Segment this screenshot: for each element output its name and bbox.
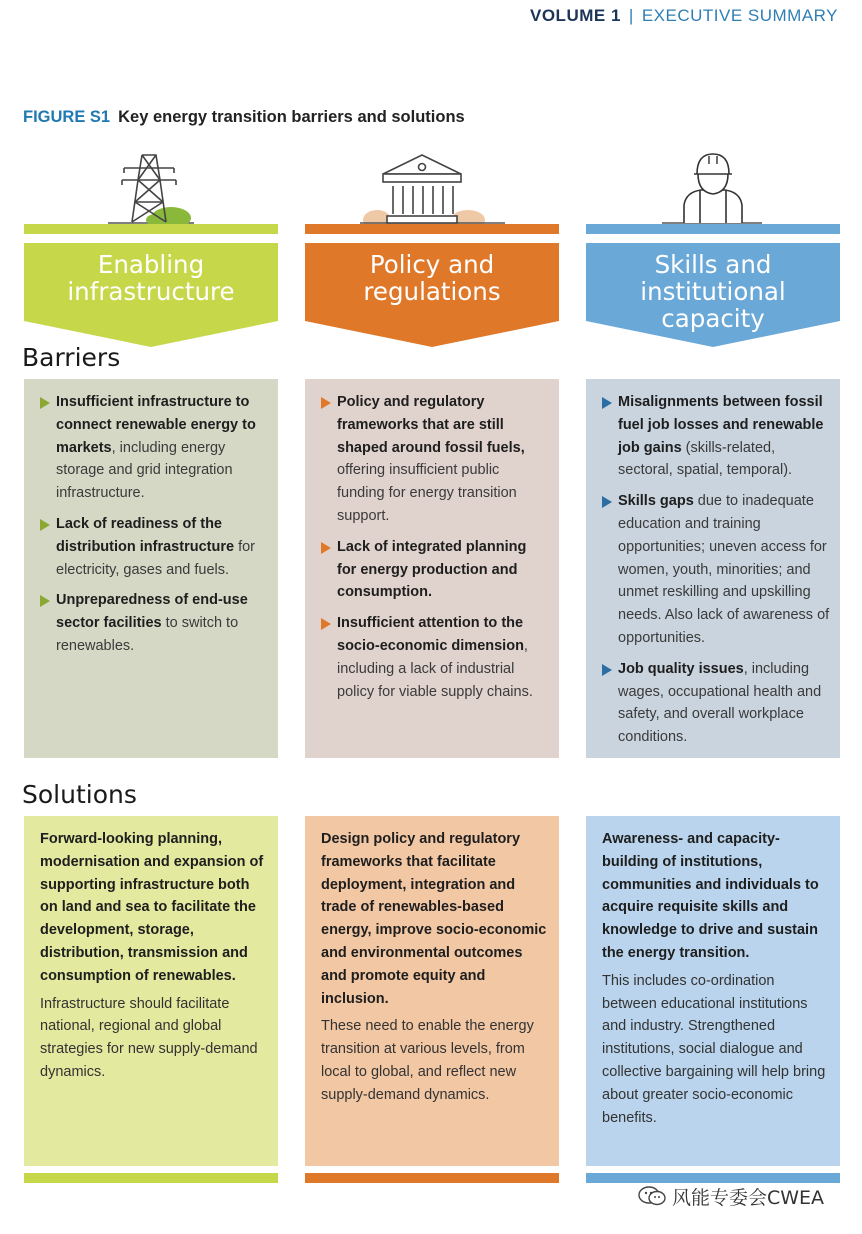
barriers-panel-skills — [586, 379, 840, 758]
barrier-item: Misalignments between fossil fuel job losses and renewable job gains (skills-related, sectoral, spatial, temporal). — [602, 391, 830, 482]
government-building-icon — [305, 150, 559, 226]
banner-policy-regulations — [305, 243, 559, 347]
barrier-item: Policy and regulatory frameworks that are still shaped around fossil fuels, offering insufficient public funding for energy transition support. — [321, 391, 549, 528]
triangle-bullet-icon — [40, 397, 50, 409]
watermark — [638, 1183, 824, 1212]
solution-text: Infrastructure should facilitate national, regional and global strategies for new supply-demand dynamics. — [40, 995, 258, 1080]
green-top-bar — [24, 224, 278, 234]
triangle-bullet-icon — [40, 519, 50, 531]
barriers-panel-infrastructure — [24, 379, 278, 758]
solutions-panel-infrastructure — [24, 816, 278, 1166]
triangle-bullet-icon — [602, 397, 612, 409]
barriers-heading: Barriers — [22, 343, 121, 372]
figure-caption — [23, 108, 465, 127]
page-header — [530, 6, 838, 26]
section-label: EXECUTIVE SUMMARY — [641, 6, 838, 25]
barrier-item: Insufficient attention to the socio-economic dimension, including a lack of industrial policy for viable supply chains. — [321, 612, 549, 703]
triangle-bullet-icon — [321, 542, 331, 554]
banner-skills-capacity — [586, 243, 840, 347]
barrier-item: Unpreparedness of end-use sector facilities to switch to renewables. — [40, 589, 268, 657]
triangle-bullet-icon — [40, 595, 50, 607]
orange-top-bar — [305, 224, 559, 234]
barrier-item: Lack of integrated planning for energy production and consumption. — [321, 536, 549, 604]
chat-bubble-icon — [638, 1185, 666, 1212]
figure-label: FIGURE S1 — [23, 108, 111, 126]
triangle-bullet-icon — [602, 664, 612, 676]
barrier-item: Insufficient infrastructure to connect renewable energy to markets, including energy storage and grid integration infrastructure. — [40, 391, 268, 505]
banner-title: Skills and institutional capacity — [640, 250, 786, 333]
solution-text: These need to enable the energy transition at various levels, from local to global, and reflect new supply-demand dynamics. — [321, 1018, 534, 1103]
transmission-tower-icon — [24, 150, 278, 226]
barrier-item: Job quality issues, including wages, occupational health and safety, and overall workplace conditions. — [602, 658, 830, 749]
blue-bottom-bar — [586, 1173, 840, 1183]
solutions-panel-skills — [586, 816, 840, 1166]
figure-title: Key energy transition barriers and solutions — [118, 108, 465, 126]
blue-top-bar — [586, 224, 840, 234]
triangle-bullet-icon — [321, 397, 331, 409]
banner-title: Enabling infrastructure — [67, 250, 235, 306]
solution-bold-text: Forward-looking planning, modernisation and expansion of supporting infrastructure both on land and sea to facilitate the development, storage, distribution, transmission and consumption of renewables. — [40, 831, 264, 984]
banner-title: Policy and regulations — [363, 250, 501, 306]
orange-bottom-bar — [305, 1173, 559, 1183]
barrier-item: Skills gaps due to inadequate education and training opportunities; uneven access for women, youth, minorities; and unmet reskilling and upskilling needs. Also lack of awareness of opportunities. — [602, 490, 830, 650]
watermark-text: 风能专委会CWEA — [672, 1187, 825, 1209]
green-bottom-bar — [24, 1173, 278, 1183]
barrier-item: Lack of readiness of the distribution infrastructure for electricity, gases and fuels. — [40, 513, 268, 581]
worker-helmet-icon — [586, 150, 840, 226]
banner-enabling-infrastructure — [24, 243, 278, 347]
triangle-bullet-icon — [321, 618, 331, 630]
solution-text: This includes co-ordination between educational institutions and industry. Strengthened institutions, social dialogue and collective bargaining will help bring about greater socio-economic benefits. — [602, 972, 826, 1126]
solution-bold-text: Awareness- and capacity-building of institutions, communities and individuals to acquire requisite skills and knowledge to drive and sustain the energy transition. — [602, 831, 819, 961]
header-separator: | — [628, 6, 634, 25]
solutions-heading: Solutions — [22, 780, 137, 809]
solution-bold-text: Design policy and regulatory frameworks that facilitate deployment, integration and trade of renewables-based energy, improve socio-economic and environmental outcomes and promote equity and inclusion. — [321, 831, 547, 1007]
solutions-panel-policy — [305, 816, 559, 1166]
volume-label: VOLUME 1 — [530, 6, 621, 25]
triangle-bullet-icon — [602, 496, 612, 508]
barriers-panel-policy — [305, 379, 559, 758]
